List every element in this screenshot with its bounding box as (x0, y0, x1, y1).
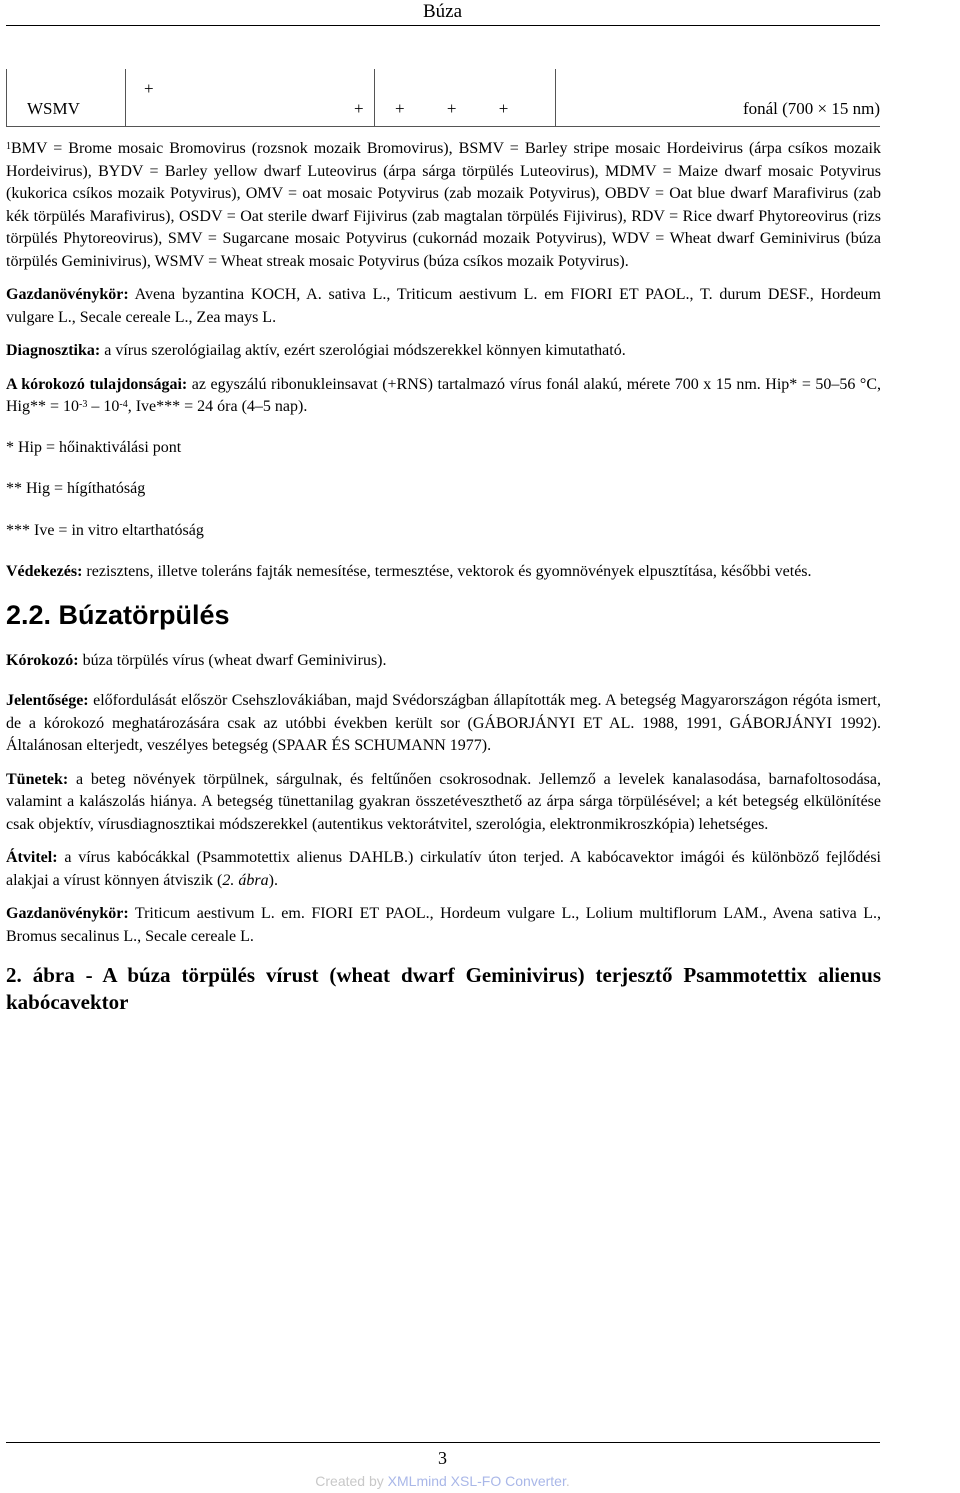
pathogen-paragraph (6, 650, 881, 673)
host-plants-paragraph (6, 284, 881, 329)
host-plants-paragraph-2 (6, 903, 881, 948)
figure-reference: 2. ábra (222, 871, 269, 889)
running-header-title: Búza (422, 1, 463, 22)
definition-line: ** Hig = hígíthatóság (6, 480, 146, 497)
diagnosis-paragraph (6, 340, 881, 363)
definition-line: * Hip = hőinaktiválási pont (6, 438, 182, 456)
plus-mark: + (498, 99, 509, 118)
plus-mark: + (446, 99, 457, 118)
superscript: -3 (79, 399, 88, 410)
pathogen-text: búza törpülés vírus (wheat dwarf Geminivirus). (78, 651, 387, 669)
converter-credit (0, 1473, 885, 1489)
plus-mark: + (144, 79, 154, 98)
host-plants-text: Triticum aestivum L. em. FIORI ET PAOL., Hordeum vulgare L., Lolium multiflorum LAM., Avena sativa L., Bromus secalinus L., Secale cereale L. (6, 905, 881, 945)
symptoms-paragraph (6, 769, 881, 837)
figure-caption: 2. ábra - A búza törpülés vírust (wheat dwarf Geminivirus) terjesztő Psammotettix alienus kabócavektor (6, 963, 881, 1014)
properties-label: A kórokozó tulajdonságai: (6, 375, 188, 393)
credit-suffix: . (565, 1473, 570, 1489)
table-cell-plus-2 (375, 69, 556, 127)
properties-text: az egyszálú ribonukleinsavat (+RNS) tartalmazó vírus fonál alakú, mérete 700 x 15 nm. Hip* = 50–56 °C, Hig** = 10 (6, 375, 881, 415)
virus-table (6, 69, 880, 127)
symptoms-label: Tünetek: (6, 770, 69, 788)
plus-mark: + (354, 99, 364, 118)
symptoms-text: a beteg növények törpülnek, sárgulnak, és feltűnően csokrosodnak. Jellemző a levelek kanalasodása, barnafoltosodása, valamint a kalászolás hiánya. A betegség tünettanilag gyakran összetéveszthető az árpa sárga törpülésével; a két betegség elkülönítése csak objektív, vírusdiagnosztikai módszerekkel (autentikus vektorátvitel, szerológia, elektronmikroszkópia) lehetséges. (6, 770, 881, 833)
footnote-text: BMV = Brome mosaic Bromovirus (rozsnok mozaik Bromovirus), BSMV = Barley stripe mosaic Hordeivirus (árpa csíkos mozaik Hordeivirus), BYDV = Barley yellow dwarf Luteovirus (árpa sárga törpülés Luteovirus), MDMV = Maize dwarf mosaic Potyvirus (kukorica csíkos mozaik Potyvirus), OMV = oat mosaic Potyvirus (zab mozaik Potyvirus), OBDV = Oat blue dwarf Marafivirus (zab kék törpülés Marafivirus), OSDV = Oat sterile dwarf Fijivirus (zab magtalan törpülés Fijivirus), RDV = Rice dwarf Phytoreovirus (rizs törpülés Phytoreovirus), SMV = Sugarcane mosaic Potyvirus (cukornád mozaik Potyvirus), WDV = Wheat dwarf Geminivirus (búza törpülés Geminivirus), WSMV = Wheat streak mosaic Potyvirus (búza csíkos mozaik Potyvirus). (6, 140, 881, 270)
pathogen-label: Kórokozó: (6, 651, 79, 669)
diagnosis-label: Diagnosztika: (6, 342, 101, 359)
transmission-paragraph (6, 847, 881, 892)
protection-label: Védekezés: (6, 563, 83, 580)
significance-paragraph (6, 690, 881, 758)
host-plants-label: Gazdanövénykör: (6, 286, 129, 303)
diagnosis-text: a vírus szerológiailag aktív, ezért szerológiai módszerekkel könnyen kimutatható. (100, 342, 626, 359)
table-cell-virus-name: WSMV (7, 69, 126, 127)
properties-paragraph (6, 374, 881, 419)
footnote-marker: 1 (6, 141, 11, 152)
protection-paragraph (6, 561, 881, 584)
header-divider (6, 25, 880, 26)
host-plants-label: Gazdanövénykör: (6, 905, 129, 922)
table-cell-plus-1 (126, 69, 375, 127)
transmission-label: Átvitel: (6, 849, 58, 866)
plus-mark: + (395, 99, 405, 118)
superscript: -4 (119, 399, 128, 410)
transmission-text: a vírus kabócákkal (Psammotettix alienus DAHLB.) cirkulatív úton terjed. A kabócavektor imágói és különböző fejlődési alakjai a vírust könnyen átviszik ( (6, 849, 881, 889)
significance-label: Jelentősége: (6, 692, 89, 709)
table-cell-shape: fonál (700 × 15 nm) (556, 69, 881, 127)
significance-text: előfordulását először Csehszlovákiában, majd Svédországban állapították meg. A betegség Magyarországon régóta ismert, de a kórokozó meghatározására csak az utóbbi években került sor (GÁBORJÁNYI ET AL. 1988, 1991, GÁBORJÁNYI 1992). Általánosan elterjedt, veszélyes betegség (SPAAR ÉS SCHUMANN 1977). (6, 692, 881, 754)
table-row (7, 69, 881, 127)
footer-divider (6, 1442, 880, 1443)
transmission-text: ). (268, 871, 278, 889)
protection-text: rezisztens, illetve toleráns fajták nemesítése, termesztése, vektorok és gyomnövények elpusztítása, későbbi vetés. (82, 563, 812, 580)
credit-link[interactable]: XMLmind XSL-FO Converter (387, 1473, 566, 1489)
page-number: 3 (438, 1448, 447, 1468)
credit-prefix: Created by (315, 1473, 388, 1489)
properties-text: – 10 (87, 398, 120, 415)
definition-line: *** Ive = in vitro eltarthatóság (6, 521, 204, 539)
host-plants-text: Avena byzantina KOCH, A. sativa L., Triticum aestivum L. em FIORI ET PAOL., T. durum DESF., Hordeum vulgare L., Secale cereale L., Zea mays L. (6, 286, 881, 326)
page-content (6, 138, 881, 1027)
footnote-paragraph (6, 138, 881, 273)
section-heading: 2.2. Búzatörpülés (6, 599, 230, 630)
properties-text: , Ive*** = 24 óra (4–5 nap). (127, 398, 308, 415)
